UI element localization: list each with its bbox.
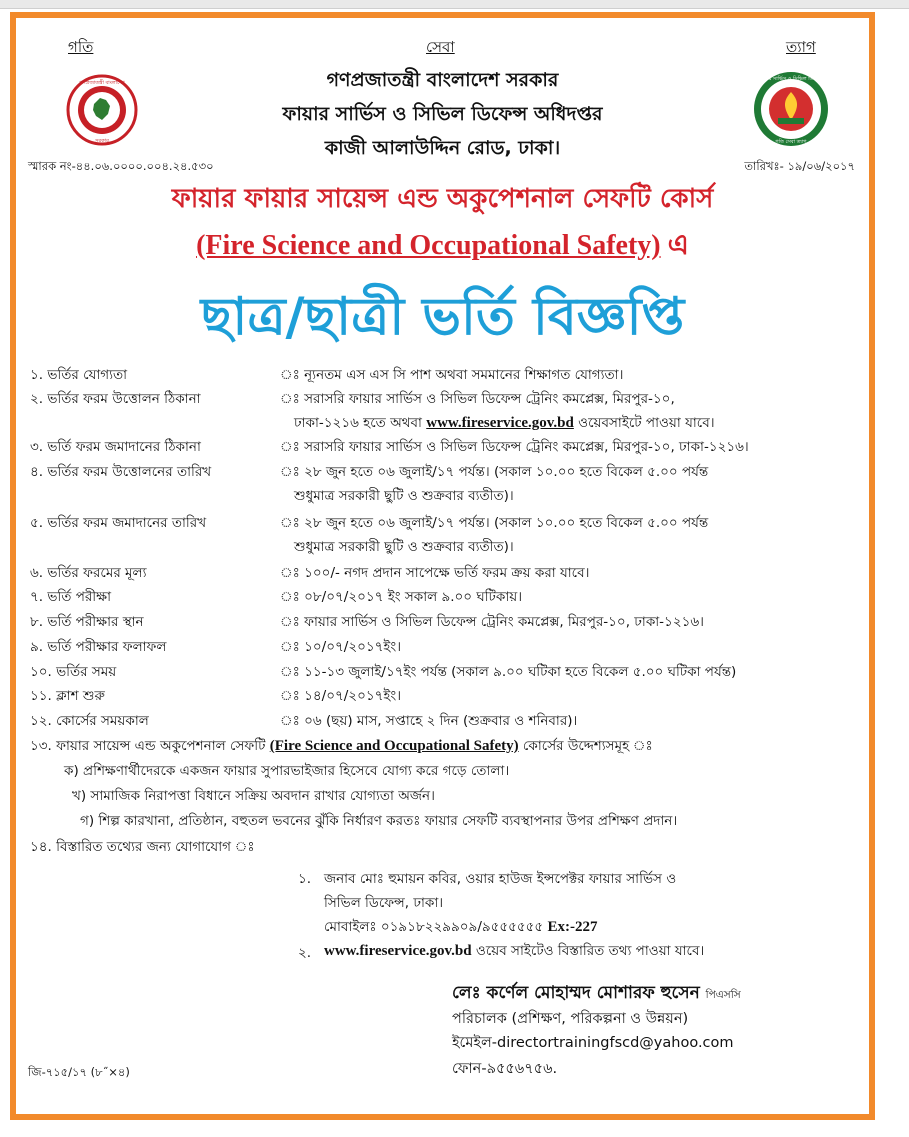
memo-date: তারিখঃ- ১৯/০৬/২০১৭ xyxy=(744,159,855,173)
course-title-english xyxy=(16,223,869,270)
contact-2 xyxy=(324,940,704,963)
item-label: ৬. ভর্তির ফরমের মূল্য xyxy=(30,565,147,581)
item-value: ঃ ২৮ জুন হতে ০৬ জুলাই/১৭ পর্যন্ত। (সকাল ১০.০০ হতে বিকেল ৫.০০ পর্যন্ত xyxy=(280,464,709,480)
item-label: ১১. ক্লাশ শুরু xyxy=(30,688,105,704)
item-label: ৩. ভর্তি ফরম জমাদানের ঠিকানা xyxy=(30,439,201,455)
item-label: ১০. ভর্তির সময় xyxy=(30,664,117,680)
item-value: ঃ ০৮/০৭/২০১৭ ইং সকাল ৯.০০ ঘটিকায়। xyxy=(280,589,523,605)
signatory-name-text: লেঃ কর্ণেল মোহাম্মদ মোশারফ হুসেন xyxy=(452,983,700,1003)
item-label: ৫. ভর্তির ফরম জমাদানের তারিখ xyxy=(30,515,207,531)
motto-center: সেবা xyxy=(426,38,455,56)
course-title-english-text: (Fire Science and Occupational Safety) xyxy=(196,230,661,261)
signatory-title: পরিচালক (প্রশিক্ষণ, পরিকল্পনা ও উন্নয়ন) xyxy=(452,1011,689,1027)
item-value: ঃ ১০০/- নগদ প্রদান সাপেক্ষে ভর্তি ফরম ক্রয় করা যাবে। xyxy=(280,565,590,581)
item-value-line2: শুধুমাত্র সরকারী ছুটি ও শুক্রবার ব্যতীত)। xyxy=(294,488,514,504)
memo-number: স্মারক নং-৪৪.০৬.০০০০.০০৪.২৪.৫৩০ xyxy=(28,159,214,173)
contact-1-line2: সিভিল ডিফেন্স, ঢাকা। xyxy=(324,895,444,911)
contact-1-mobile-number: মোবাইলঃ ০১৯১৮২২৯৯০৯/৯৫৫৫৫৫৫ xyxy=(324,919,548,935)
motto-left: গতি xyxy=(68,38,94,56)
signatory-suffix: পিএসসি xyxy=(705,989,741,1001)
item-label: ৭. ভর্তি পরীক্ষা xyxy=(30,589,112,605)
item-label: ১. ভর্তির যোগ্যতা xyxy=(30,367,128,383)
emblem-bottom-text: গতি সেবা ত্যাগ xyxy=(775,139,807,145)
objectives-intro-pre: ১৩. ফায়ার সায়েন্স এন্ড অকুপেশনাল সেফটি xyxy=(30,738,270,754)
header-line-address: কাজী আলাউদ্দিন রোড, ঢাকা। xyxy=(324,137,561,159)
seal-bottom-text: সরকার xyxy=(95,138,109,144)
item-value: ঃ ফায়ার সার্ভিস ও সিভিল ডিফেন্স ট্রেনিং কমপ্লেক্স, মিরপুর-১০, ঢাকা-১২১৬। xyxy=(280,614,704,630)
item-value: ঃ ন্যূনতম এস এস সি পাশ অথবা সমমানের শিক্ষাগত যোগ্যতা। xyxy=(280,367,624,383)
objective-a: ক) প্রশিক্ষণার্থীদেরকে একজন ফায়ার সুপারভাইজার হিসেবে যোগ্য করে গড়ে তোলা। xyxy=(64,763,510,779)
item-label: ৪. ভর্তির ফরম উত্তোলনের তারিখ xyxy=(30,464,212,480)
website-link[interactable]: www.fireservice.gov.bd xyxy=(324,943,472,959)
objectives-intro-english: (Fire Science and Occupational Safety) xyxy=(269,738,519,754)
item-value: ঃ ০৬ (ছয়) মাস, সপ্তাহে ২ দিন (শুক্রবার ও শনিবার)। xyxy=(280,713,578,729)
footer-code: জি-৭১৫/১৭ (৮˝×৪) xyxy=(28,1065,130,1079)
contact-number-2: ২. xyxy=(298,945,312,961)
contact-1-line1: জনাব মোঃ হুমায়ন কবির, ওয়ার হাউজ ইন্সপেক্টর ফায়ার সার্ভিস ও xyxy=(324,871,677,887)
contact-1-extension: Ex:-227 xyxy=(547,919,598,935)
item-value: ঃ ১৪/০৭/২০১৭ইং। xyxy=(280,688,402,704)
contact-heading: ১৪. বিস্তারিত তথ্যের জন্য যোগাযোগ ঃ xyxy=(30,839,255,855)
contact-1-mobile xyxy=(324,916,597,939)
objective-b: খ) সামাজিক নিরাপত্তা বিধানে সক্রিয় অবদান রাখার যোগ্যতা অর্জন। xyxy=(72,788,435,804)
seal-top-text: গণপ্রজাতন্ত্রী বাংলাদেশ xyxy=(79,80,125,86)
admission-notice-title: ছাত্র/ছাত্রী ভর্তি বিজ্ঞপ্তি xyxy=(200,287,685,347)
course-title-suffix: এ xyxy=(660,230,689,261)
website-link[interactable]: www.fireservice.gov.bd xyxy=(426,415,574,431)
objective-c: গ) শিল্প কারখানা, প্রতিষ্ঠান, বহুতল ভবনের ঝুঁকি নির্ধারণ করতঃ ফায়ার সেফটি ব্যবস্থাপনার উপর প্রশিক্ষণ প্রদান। xyxy=(80,813,678,829)
signatory-phone: ফোন-৯৫৫৬৭৫৬. xyxy=(452,1061,558,1077)
item-label: ৮. ভর্তি পরীক্ষার স্থান xyxy=(30,614,144,630)
header-line-department: ফায়ার সার্ভিস ও সিভিল ডিফেন্স অধিদপ্তর xyxy=(282,103,603,125)
contact-2-text: ওয়েব সাইটেও বিস্তারিত তথ্য পাওয়া যাবে। xyxy=(471,943,705,959)
item-value: ঃ ২৮ জুন হতে ০৬ জুলাই/১৭ পর্যন্ত। (সকাল ১০.০০ হতে বিকেল ৫.০০ পর্যন্ত xyxy=(280,515,709,531)
item-label: ১২. কোর্সের সময়কাল xyxy=(30,713,149,729)
signatory-email: ইমেইল-directortrainingfscd@yahoo.com xyxy=(452,1035,734,1051)
objectives-intro-post: কোর্সের উদ্দেশ্যসমূহ ঃ xyxy=(518,738,653,754)
motto-right: ত্যাগ xyxy=(786,38,816,56)
course-title-bangla: ফায়ার ফায়ার সায়েন্স এন্ড অকুপেশনাল সেফটি কোর্স xyxy=(171,184,714,214)
item-value: ঃ সরাসরি ফায়ার সার্ভিস ও সিভিল ডিফেন্স ট্রেনিং কমপ্লেক্স, মিরপুর-১০, xyxy=(280,391,675,407)
item-value-line2-post: ওয়েবসাইটে পাওয়া যাবে। xyxy=(573,415,715,431)
objectives-heading xyxy=(30,735,653,758)
header-line-government: গণপ্রজাতন্ত্রী বাংলাদেশ সরকার xyxy=(326,69,559,91)
signatory-name xyxy=(452,980,741,1008)
top-strip xyxy=(0,0,909,9)
item-value: ঃ ১০/০৭/২০১৭ইং। xyxy=(280,639,402,655)
item-value: ঃ ১১-১৩ জুলাই/১৭ইং পর্যন্ত (সকাল ৯.০০ ঘটিকা হতে বিকেল ৫.০০ ঘটিকা পর্যন্ত) xyxy=(280,664,737,680)
item-value-line2: শুধুমাত্র সরকারী ছুটি ও শুক্রবার ব্যতীত)। xyxy=(294,539,514,555)
contact-number-1: ১. xyxy=(298,871,312,887)
item-label: ৯. ভর্তি পরীক্ষার ফলাফল xyxy=(30,639,167,655)
notice-document xyxy=(10,12,875,1120)
item-value: ঃ সরাসরি ফায়ার সার্ভিস ও সিভিল ডিফেন্স ট্রেনিং কমপ্লেক্স, মিরপুর-১০, ঢাকা-১২১৬। xyxy=(280,439,749,455)
item-value-line2-pre: ঢাকা-১২১৬ হতে অথবা xyxy=(294,415,427,431)
item-label: ২. ভর্তির ফরম উত্তোলন ঠিকানা xyxy=(30,391,201,407)
item-value-line2 xyxy=(294,412,715,435)
emblem-top-text: ফায়ার সার্ভিস ও সিভিল ডিফেন্স xyxy=(759,76,823,82)
